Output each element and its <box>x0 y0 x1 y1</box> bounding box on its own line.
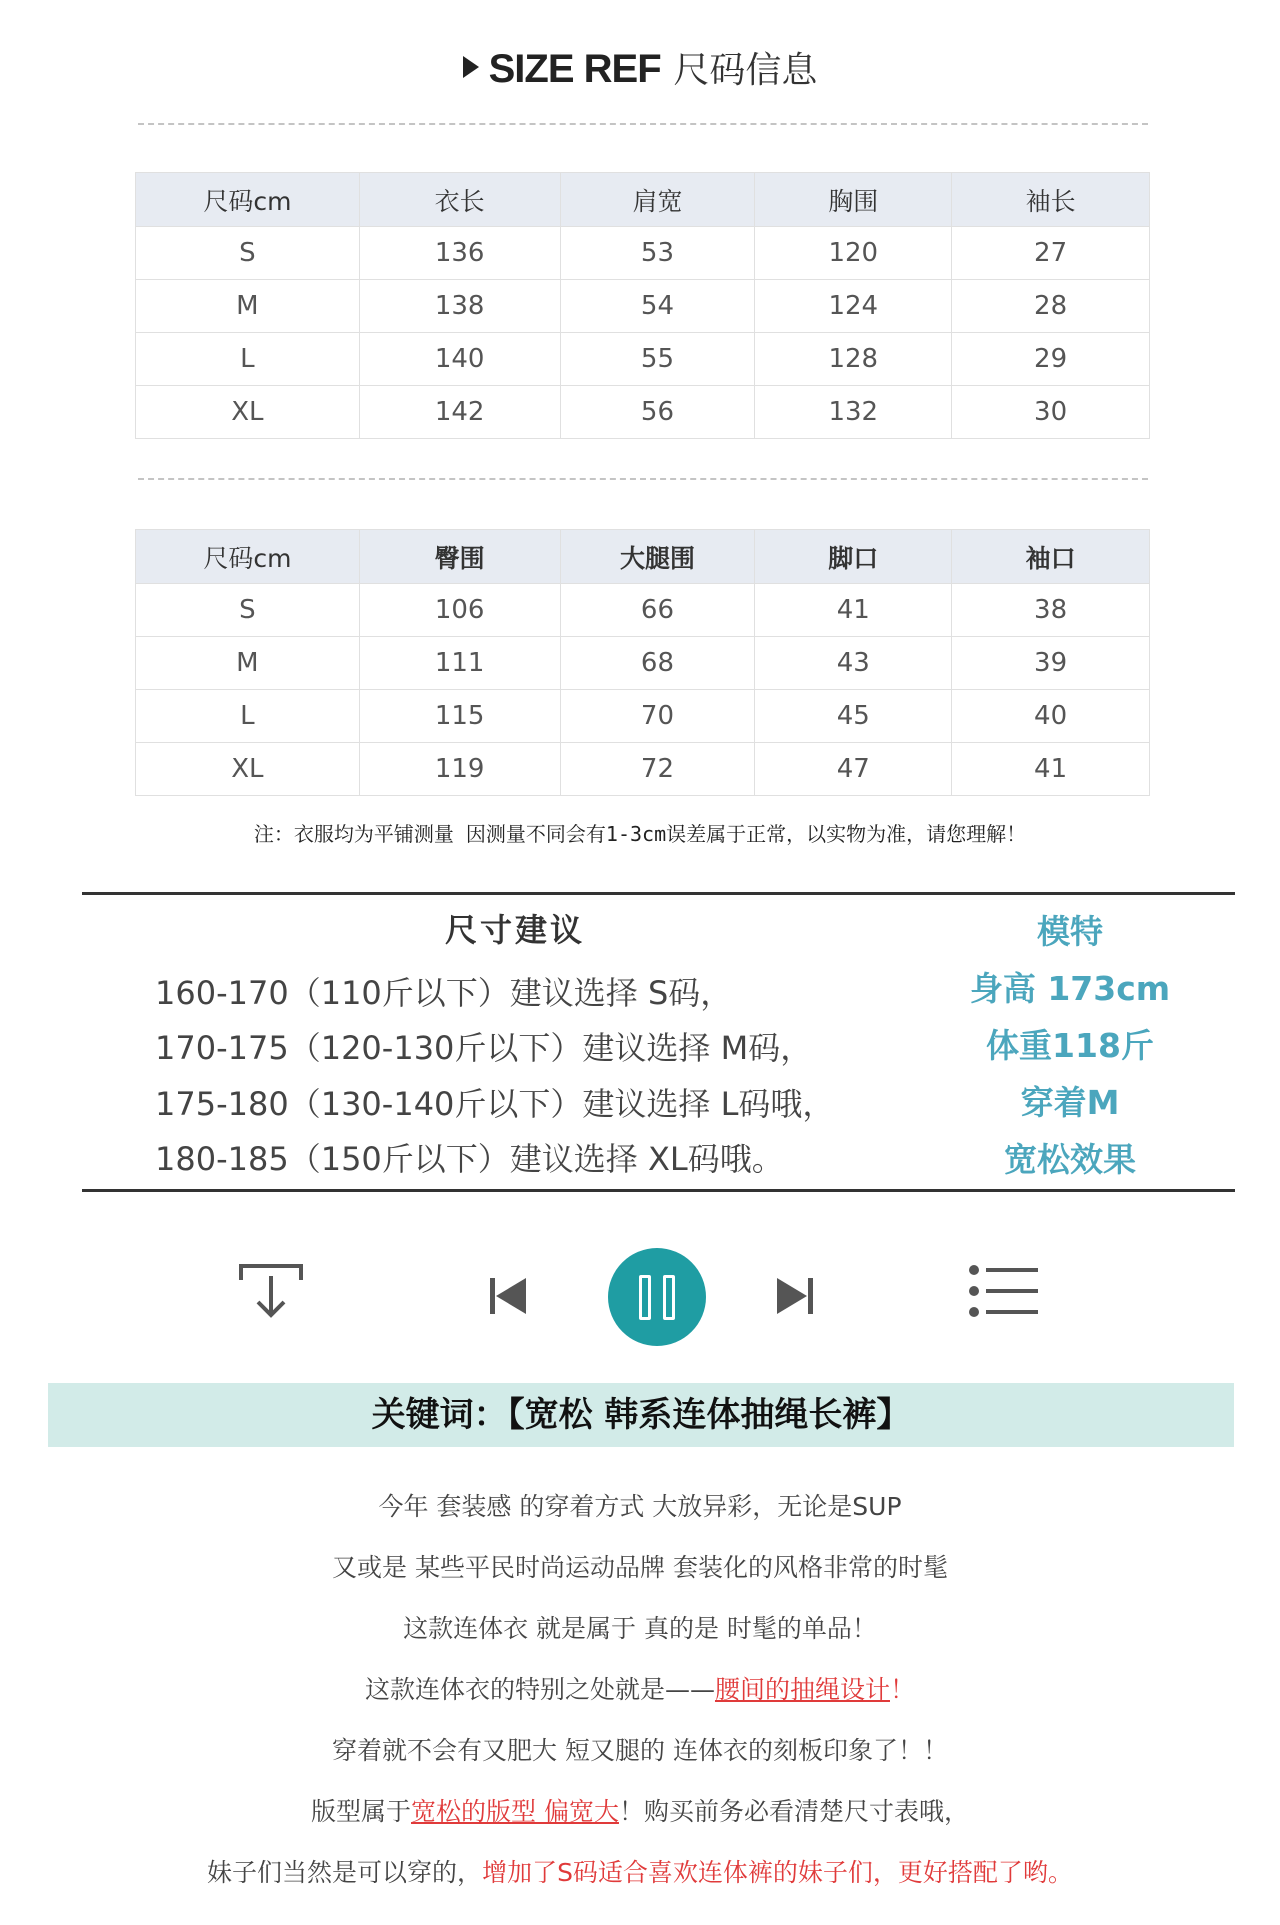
table-cell: 138 <box>359 280 560 333</box>
header-cell: 袖长 <box>952 173 1150 227</box>
suggestion-line: 160-170（110斤以下）建议选择 S码， <box>155 974 733 1012</box>
description-line <box>0 1792 1280 1828</box>
table-cell: 111 <box>359 637 560 690</box>
table-header-row <box>136 530 1150 584</box>
header-cell: 衣长 <box>359 173 560 227</box>
table-cell: 45 <box>755 690 952 743</box>
table-cell: 72 <box>560 743 755 796</box>
description-text: 版型属于 <box>311 1797 412 1826</box>
download-icon[interactable] <box>238 1262 304 1320</box>
divider <box>138 123 1148 125</box>
model-weight: 体重118斤 <box>986 1026 1154 1065</box>
table-cell: 54 <box>560 280 755 333</box>
model-title: 模特 <box>1037 912 1103 951</box>
table-cell: 106 <box>359 584 560 637</box>
table-cell: 41 <box>755 584 952 637</box>
table-cell: S <box>136 227 360 280</box>
table-cell: 47 <box>755 743 952 796</box>
highlight-text: 腰间的抽绳设计 <box>714 1675 890 1704</box>
highlight-text: 增加了S码适合喜欢连体裤的妹子们，更好搭配了哟。 <box>482 1858 1073 1887</box>
table-cell: M <box>136 280 360 333</box>
table-cell: 132 <box>755 386 952 439</box>
table-cell: XL <box>136 386 360 439</box>
playlist-icon[interactable] <box>968 1264 1040 1318</box>
table-cell: 41 <box>952 743 1150 796</box>
description-text: ！购买前务必看清楚尺寸表哦， <box>618 1797 969 1826</box>
table-cell: XL <box>136 743 360 796</box>
description-line <box>0 1853 1280 1889</box>
header-cell: 胸围 <box>755 173 952 227</box>
header-cell: 臀围 <box>359 530 560 584</box>
keyword-band <box>48 1383 1234 1447</box>
suggestion-line: 175-180（130-140斤以下）建议选择 L码哦， <box>155 1085 835 1123</box>
table-row <box>136 690 1150 743</box>
model-wearing: 穿着M <box>1020 1083 1120 1122</box>
header-cell: 脚口 <box>755 530 952 584</box>
table-row <box>136 333 1150 386</box>
description-text: 这款连体衣的特别之处就是—— <box>364 1675 715 1704</box>
header-cell: 袖口 <box>952 530 1150 584</box>
table-cell: 124 <box>755 280 952 333</box>
top-rule <box>82 892 1235 895</box>
model-height: 身高 173cm <box>969 969 1171 1008</box>
table-cell: 70 <box>560 690 755 743</box>
description-line <box>0 1670 1280 1706</box>
keyword-value: 【宽松 韩系连体抽绳长裤】 <box>507 1395 911 1435</box>
table-cell: L <box>136 690 360 743</box>
divider <box>138 478 1148 480</box>
pause-icon <box>663 1275 675 1320</box>
description-text: 妹子们当然是可以穿的， <box>207 1858 483 1887</box>
table-cell: 136 <box>359 227 560 280</box>
description-line: 又或是 某些平民时尚运动品牌 套装化的风格非常的时髦 <box>332 1553 948 1582</box>
header-cell: 尺码cm <box>136 530 360 584</box>
table-cell: 119 <box>359 743 560 796</box>
table-cell: 56 <box>560 386 755 439</box>
pause-button[interactable] <box>608 1248 706 1346</box>
highlight-text: 宽松的版型 偏宽大 <box>411 1797 619 1826</box>
table-row <box>136 280 1150 333</box>
model-effect: 宽松效果 <box>1004 1140 1136 1179</box>
title-cn: 尺码信息 <box>673 50 818 91</box>
suggestion-line: 180-185（150斤以下）建议选择 XL码哦。 <box>155 1140 784 1178</box>
table-cell: M <box>136 637 360 690</box>
table-cell: 40 <box>952 690 1150 743</box>
size-table-1 <box>135 172 1150 439</box>
table-row <box>136 584 1150 637</box>
table-cell: 27 <box>952 227 1150 280</box>
highlight-text: ！ <box>890 1675 916 1704</box>
table-cell: 115 <box>359 690 560 743</box>
header-cell: 肩宽 <box>560 173 755 227</box>
triangle-icon <box>463 56 479 78</box>
table-cell: 120 <box>755 227 952 280</box>
table-cell: 140 <box>359 333 560 386</box>
table-cell: 66 <box>560 584 755 637</box>
title-en: SIZE REF <box>488 47 661 91</box>
table-header-row <box>136 173 1150 227</box>
bottom-rule <box>82 1189 1235 1192</box>
header-cell: 尺码cm <box>136 173 360 227</box>
table-row <box>136 743 1150 796</box>
suggestion-title: 尺寸建议 <box>444 911 585 949</box>
table-cell: 128 <box>755 333 952 386</box>
table-cell: 68 <box>560 637 755 690</box>
keyword-label: 关键词： <box>371 1395 508 1435</box>
table-cell: 28 <box>952 280 1150 333</box>
table-cell: 142 <box>359 386 560 439</box>
page-title <box>0 42 1280 93</box>
table-cell: 30 <box>952 386 1150 439</box>
table-cell: 55 <box>560 333 755 386</box>
table-row <box>136 386 1150 439</box>
table-cell: L <box>136 333 360 386</box>
pause-icon <box>639 1275 651 1320</box>
description-line: 这款连体衣 就是属于 真的是 时髦的单品！ <box>403 1614 877 1643</box>
table-cell: 38 <box>952 584 1150 637</box>
table-row <box>136 227 1150 280</box>
description-line: 穿着就不会有又肥大 短又腿的 连体衣的刻板印象了！！ <box>332 1736 948 1765</box>
table-cell: 29 <box>952 333 1150 386</box>
suggestion-line: 170-175（120-130斤以下）建议选择 M码， <box>155 1029 813 1067</box>
description-line: 今年 套装感 的穿着方式 大放异彩，无论是SUP <box>378 1492 902 1521</box>
measurement-note: 注：衣服均为平铺测量 因测量不同会有1-3cm误差属于正常，以实物为准，请您理解！ <box>253 822 1027 846</box>
table-cell: 53 <box>560 227 755 280</box>
next-icon[interactable] <box>775 1276 815 1316</box>
table-cell: 39 <box>952 637 1150 690</box>
table-cell: 43 <box>755 637 952 690</box>
size-table-2 <box>135 529 1150 796</box>
table-row <box>136 637 1150 690</box>
table-cell: S <box>136 584 360 637</box>
previous-icon[interactable] <box>488 1276 528 1316</box>
header-cell: 大腿围 <box>560 530 755 584</box>
